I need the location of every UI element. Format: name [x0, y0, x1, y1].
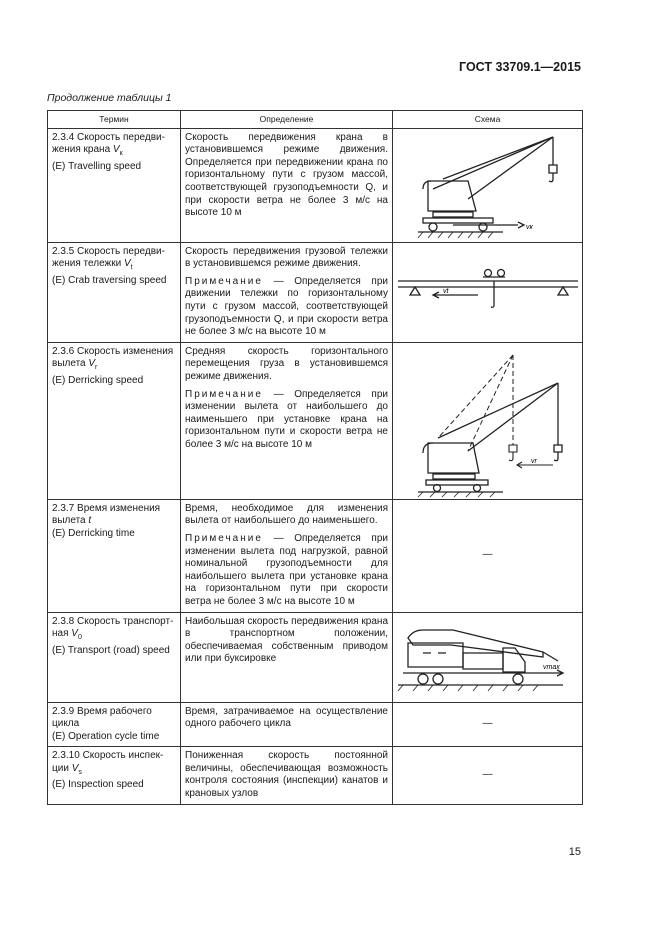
table-row: [48, 242, 583, 342]
header-definition: Определение: [181, 111, 393, 129]
scheme-travelling-crane: [393, 128, 583, 242]
crane-travel-diagram: [393, 129, 583, 241]
scheme-transport: [393, 612, 583, 702]
table-caption: Продолжение таблицы 1: [47, 92, 172, 104]
scheme-crab-traversing: [393, 242, 583, 342]
page-number: 15: [568, 846, 581, 858]
scheme-empty: —: [393, 499, 583, 612]
header-term: Термин: [48, 111, 181, 129]
crab-diagram: [393, 243, 583, 337]
definition-cell: Скорость передвижения грузовой тележки в установившемся режиме движения. Примечание — Определяется при движении тележки по горизонтальному пути с грузом массой, соответствующей грузоподъемности Q, и при скорости ветра не более 3 м/с на высоте 10 м: [181, 242, 393, 342]
definition-cell: Средняя скорость горизонтального перемещения груза в установившемся режиме движения. Примечание — Определяется при изменении вылета от наибольшего до наименьшего при установке крана на горизонтальном пути и скорости ветра не более 3 м/с на высоте 10 м: [181, 342, 393, 499]
term-cell: 2.3.10 Скорость инспек-ции $V_s$ (E) Inspection speed: [48, 747, 181, 804]
table-header-row: [48, 111, 583, 129]
term-cell: 2.3.7 Время изменения вылета t (E) Derricking time: [48, 499, 181, 612]
table-row: [48, 747, 583, 804]
derricking-diagram: [393, 343, 583, 498]
term-cell: 2.3.5 Скорость передви-жения тележки $V_t$ (E) Crab traversing speed: [48, 242, 181, 342]
scheme-derricking: [393, 342, 583, 499]
header-scheme: Схема: [393, 111, 583, 129]
table-row: [48, 499, 583, 612]
table-row: [48, 612, 583, 702]
table-row: [48, 702, 583, 747]
svg-text:vt: vt: [443, 287, 449, 295]
term-cell: 2.3.4 Скорость передви-жения крана $V_к$ (E) Travelling speed: [48, 128, 181, 242]
definition-cell: Время, необходимое для изменения вылета от наибольшего до наименьшего. Примечание — Определяется при изменении вылета под нагрузкой, равной номинальной грузоподъемности для наибольшего вылета при установке крана на горизонтальном пути при скорости ветра не более 3 м/с на высоте 10 м: [181, 499, 393, 612]
table-row: [48, 128, 583, 242]
scheme-empty: —: [393, 747, 583, 804]
table-row: [48, 342, 583, 499]
svg-text:vmax: vmax: [543, 663, 560, 671]
terms-table: [47, 110, 583, 805]
truck-crane-diagram: [393, 613, 583, 701]
definition-cell: Скорость передвижения крана в установившемся режиме движения. Определяется при передвижении крана по горизонтальному пути с грузом массой, соответствующей грузоподъемности Q, и при скорости ветра не более 3 м/с на высоте 10 м: [181, 128, 393, 242]
svg-text:vr: vr: [531, 457, 537, 465]
definition-cell: Время, затрачиваемое на осуществление одного рабочего цикла: [181, 702, 393, 747]
term-cell: 2.3.9 Время рабочего цикла (E) Operation cycle time: [48, 702, 181, 747]
standard-number: ГОСТ 33709.1—2015: [459, 60, 581, 74]
term-cell: 2.3.6 Скорость изменения вылета $V_r$ (E) Derricking speed: [48, 342, 181, 499]
term-cell: 2.3.8 Скорость транспорт-ная $V_0$ (E) Transport (road) speed: [48, 612, 181, 702]
scheme-empty: —: [393, 702, 583, 747]
definition-cell: Наибольшая скорость передвижения крана в транспортном положении, обеспечиваемая собственным приводом или при буксировке: [181, 612, 393, 702]
definition-cell: Пониженная скорость постоянной величины, обеспечивающая возможность контроля состояния (инспекции) канатов и крановых узлов: [181, 747, 393, 804]
svg-text:vк: vк: [526, 223, 533, 231]
